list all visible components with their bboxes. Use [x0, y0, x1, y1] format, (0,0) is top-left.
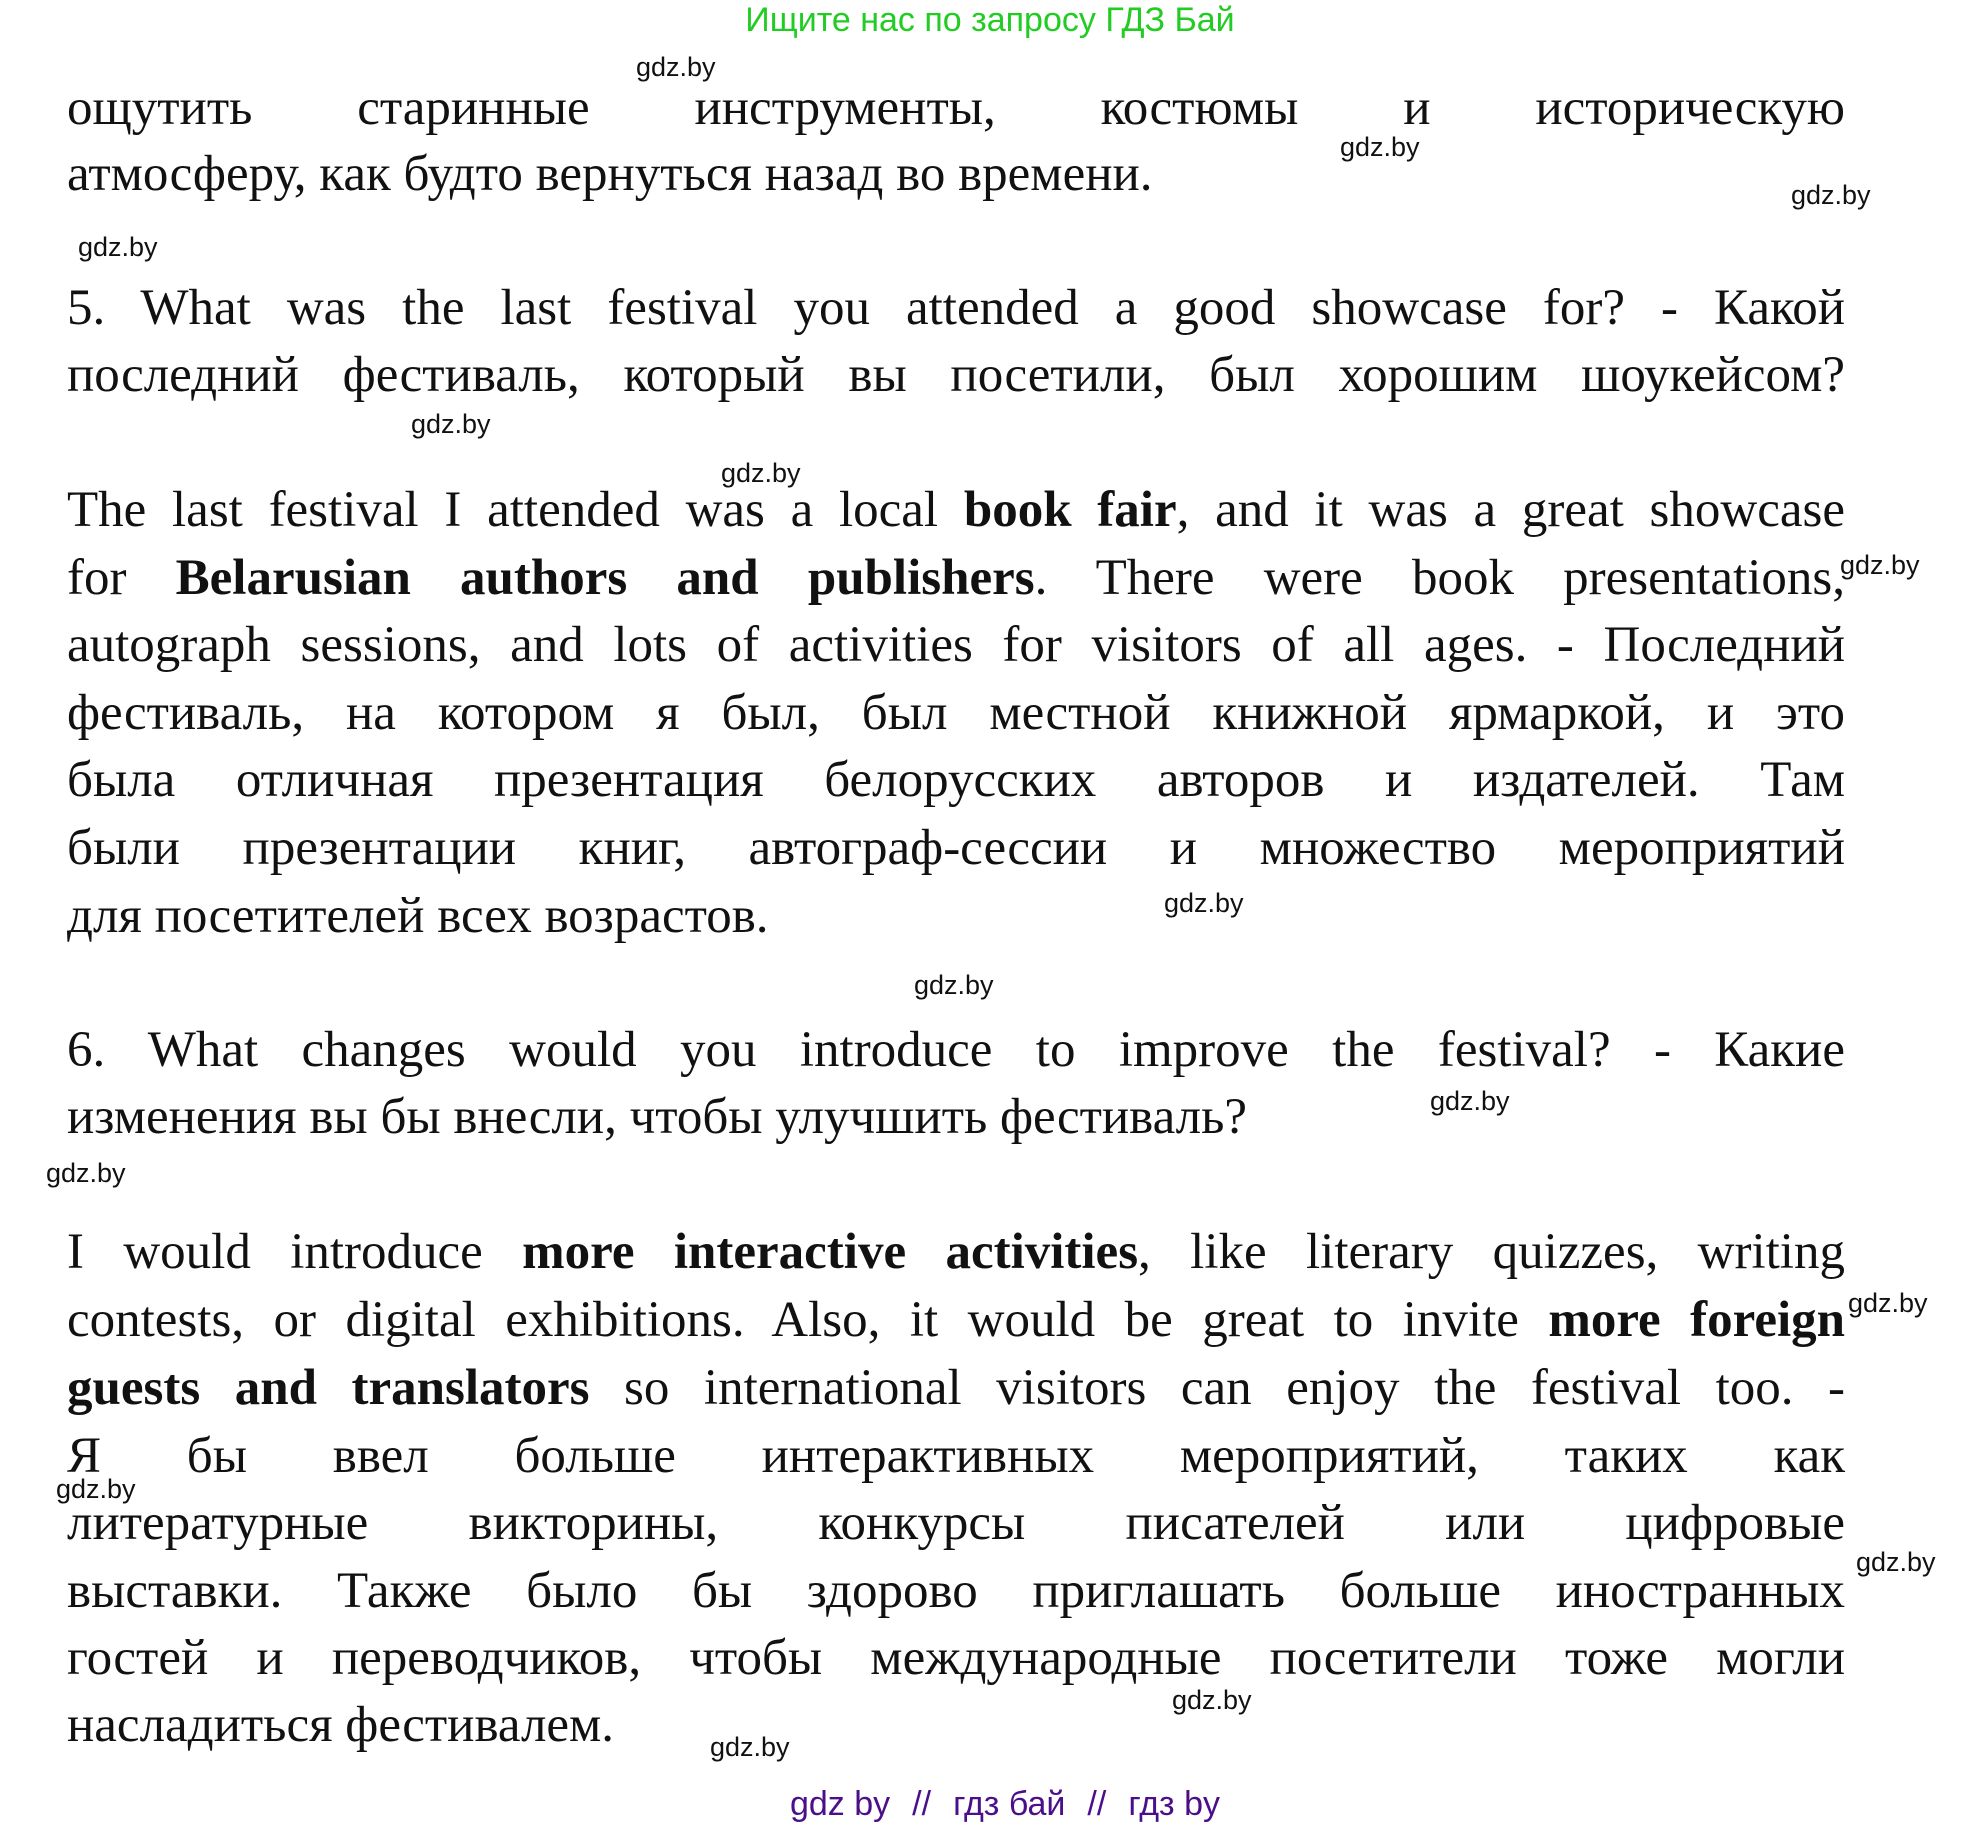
answer-5-line-2 [67, 544, 1845, 612]
watermark: gdz.by [46, 1158, 126, 1188]
answer-5-line-3: autograph sessions, and lots of activities for visitors of all ages. - Последний [67, 617, 1845, 673]
answer-6-line-1 [67, 1218, 1845, 1286]
answer-6-line-4: Я бы ввел больше интерактивных мероприятий, таких как [67, 1428, 1845, 1484]
watermark: gdz.by [1840, 550, 1920, 580]
bold-term: more interactive activities [522, 1224, 1139, 1280]
watermark: gdz.by [1172, 1685, 1252, 1715]
watermark: gdz.by [710, 1732, 790, 1762]
watermark: gdz.by [721, 458, 801, 488]
watermark: gdz.by [914, 970, 994, 1000]
answer-5-line-5: была отличная презентация белорусских авторов и издателей. Там [67, 752, 1845, 808]
text: The last festival I attended was a local [67, 482, 964, 538]
footer-separator: // [1087, 1785, 1107, 1823]
text: contests, or digital exhibitions. Also, it would be great to invite [67, 1292, 1549, 1348]
answer-6-line-8: насладиться фестивалем. [67, 1697, 615, 1753]
answer-6-line-6: выставки. Также было бы здорово приглашать больше иностранных [67, 1563, 1845, 1619]
bold-term: more foreign [1548, 1292, 1846, 1348]
search-banner [0, 0, 1962, 40]
question-5-line-2: последний фестиваль, который вы посетили, был хорошим шоукейсом? [67, 347, 1845, 403]
answer-6-line-5: литературные викторины, конкурсы писателей или цифровые [67, 1495, 1845, 1551]
bold-term: guests and translators [67, 1360, 590, 1416]
question-6-line-2: изменения вы бы внесли, чтобы улучшить фестиваль? [67, 1089, 1248, 1145]
text: I would introduce [67, 1224, 523, 1280]
watermark: gdz.by [636, 52, 716, 82]
bold-term: book fair [963, 482, 1177, 538]
watermark: gdz.by [1848, 1288, 1928, 1318]
text: , and it was a great showcase [1176, 482, 1845, 538]
intro-line-1: ощутить старинные инструменты, костюмы и историческую [67, 80, 1845, 136]
footer-separator: // [912, 1785, 932, 1823]
answer-5-line-4: фестиваль, на котором я был, был местной книжной ярмаркой, и это [67, 685, 1845, 741]
watermark: gdz.by [1340, 132, 1420, 162]
text: for [67, 550, 176, 606]
footer-links [0, 1784, 1962, 1824]
question-5-line-1: 5. What was the last festival you attended a good showcase for? - Какой [67, 280, 1845, 336]
watermark: gdz.by [411, 409, 491, 439]
watermark: gdz.by [1856, 1547, 1936, 1577]
footer-link-gdz-by[interactable]: gdz by [789, 1785, 891, 1823]
answer-5-line-1 [67, 476, 1845, 544]
watermark: gdz.by [1791, 180, 1871, 210]
intro-line-2: атмосферу, как будто вернуться назад во времени. [67, 146, 1153, 202]
answer-6-line-3 [67, 1354, 1845, 1422]
watermark: gdz.by [56, 1474, 136, 1504]
bold-term: Belarusian authors and publishers [175, 550, 1035, 606]
answer-6-line-7: гостей и переводчиков, чтобы международные посетители тоже могли [67, 1630, 1845, 1686]
text: so international visitors can enjoy the festival too. - [589, 1360, 1846, 1416]
question-6-line-1: 6. What changes would you introduce to improve the festival? - Какие [67, 1022, 1845, 1078]
banner-text: Ищите нас по запросу ГДЗ Бай [745, 1, 1235, 39]
answer-5-line-7: для посетителей всех возрастов. [67, 888, 769, 944]
watermark: gdz.by [1430, 1086, 1510, 1116]
footer-link-gdz-by-cyr[interactable]: гдз by [1128, 1785, 1220, 1823]
watermark: gdz.by [78, 232, 158, 262]
text: . There were book presentations, [1034, 550, 1845, 606]
answer-6-line-2 [67, 1286, 1845, 1354]
answer-5-line-6: были презентации книг, автограф-сессии и множество мероприятий [67, 820, 1845, 876]
footer-link-gdz-bai[interactable]: гдз бай [953, 1785, 1066, 1823]
text: , like literary quizzes, writing [1138, 1224, 1845, 1280]
watermark: gdz.by [1164, 888, 1244, 918]
